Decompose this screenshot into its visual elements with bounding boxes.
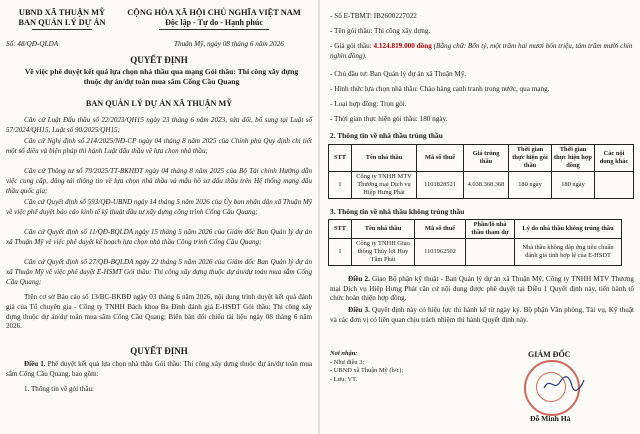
article-1-sub: 1. Thông tin về gói thầu:	[24, 385, 95, 393]
table-cell	[466, 239, 515, 266]
price-value: 4.124.819.000 đồng	[373, 42, 432, 50]
investor: - Chủ đầu tư: Ban Quản lý dự án xã Thuận Mỹ.	[330, 70, 467, 78]
package-duration: - Thời gian thực hiện gói thầu: 180 ngày.	[330, 115, 448, 123]
table-cell	[595, 172, 634, 199]
article-1: Điều 1. Phê duyệt kết quả lựa chọn nhà thầu Gói thầu: Thi công xây dựng thuộc dự án/dự toán mua sắm Cống Cầu Quang, bao gồm:	[6, 360, 313, 378]
table-cell: Công ty TNHH Giao thông Thủy lợi Huy Tâm Phát	[352, 239, 415, 266]
legal-basis-6: Căn cứ Quyết định số 27/QĐ-BQLDA ngày 22 tháng 5 năm 2026 của Giám đốc Ban Quản lý dự án xã Thuận Mỹ về việc phê duyệt E-HSMT Gói thầu: Thi công xây dựng thuộc dự án/dự toán mua sắm Cống Cầu Quang;	[6, 258, 312, 286]
decision-subject: Về việc phê duyệt kết quả lựa chọn nhà thầu qua mạng Gói thầu: Thi công xây dựng thuộc dự án/dự toán mua sắm Cống Cầu Quang	[24, 67, 299, 86]
loser-section-title: 3. Thông tin về nhà thầu không trúng thầu	[330, 207, 465, 216]
header-underline	[159, 29, 269, 30]
table-header-row	[329, 145, 634, 172]
place-date: Thuận Mỹ, ngày 08 tháng 6 năm 2026	[174, 40, 284, 48]
table-cell: 180 ngày	[552, 172, 595, 199]
tbmt-number: - Số E-TBMT: IB2600227022	[330, 12, 417, 20]
table-row	[329, 239, 622, 266]
col-header: Giá trúng thầu	[464, 145, 509, 172]
selection-method: - Hình thức lựa chọn nhà thầu: Chào hàng cạnh tranh trong nước, qua mạng.	[330, 85, 550, 93]
org-line-1: UBND XÃ THUẬN MỸ	[18, 8, 106, 17]
page-right	[320, 0, 640, 434]
col-header: Tên nhà thầu	[352, 145, 417, 172]
decision-title: QUYẾT ĐỊNH	[130, 55, 188, 65]
handwritten-signature	[542, 374, 586, 394]
col-header: Phần/lô nhà thầu tham dự	[466, 220, 515, 239]
legal-basis-3: Căn cứ Thông tư số 79/2025/TT-BKHĐT ngày 04 tháng 8 năm 2025 của Bộ Tài chính Hướng dẫn việc cung cấp, đăng tải thông tin về lựa chọn nhà thầu và mẫu hồ sơ đấu thầu trên Hệ thống mạng đấu thầu quốc gia;	[6, 167, 312, 195]
recipient-item: - UBND xã Thuận Mỹ (b/c);	[330, 367, 404, 375]
recipient-item: - Như điều 3;	[330, 358, 365, 366]
col-header: Mã số thuế	[417, 145, 464, 172]
package-price: - Giá gói thầu: 4.124.819.000 đồng (Bằng chữ: Bốn tỷ, một trăm hai mươi bốn triệu, tám trăm mười chín nghìn đồng).	[330, 42, 633, 60]
table-cell: 180 ngày	[509, 172, 552, 199]
page-left	[0, 0, 318, 434]
recipients-label: Nơi nhận:	[330, 350, 358, 357]
header-underline	[32, 29, 92, 30]
recipient-item: - Lưu: VT.	[330, 375, 358, 383]
col-header: Tên nhà thầu	[352, 220, 415, 239]
decides-title: QUYẾT ĐỊNH	[130, 346, 188, 356]
doc-number: Số: 48/QĐ-QLDA	[6, 40, 59, 48]
preamble: Trên cơ sở Báo cáo số 13/BC-BKBĐ ngày 03 tháng 6 năm 2026, nội dung trình duyệt kết quả đánh giá của Tổ chuyên gia - Công ty TNHH Bách khoa Ba Đình đánh giá E-HSĐT Gói thầu: Thi công xây dựng thuộc dự án/dự toán mua sắm Cống Cầu Quang; Biên bản đối chiếu tài liệu ngày 08 tháng 6 năm 2026.	[6, 293, 312, 331]
loser-table	[328, 219, 622, 266]
table-cell: 1	[329, 172, 352, 199]
table-cell: 1	[329, 239, 352, 266]
recipients-block	[330, 350, 403, 384]
legal-basis-5: Căn cứ Quyết định số 11/QĐ-BQLDA ngày 15 tháng 5 năm 2026 của Giám đốc Ban Quản lý dự án xã Thuận Mỹ về việc phê duyệt kế hoạch lựa chọn nhà thầu Công trình Cống Cầu Quang;	[6, 228, 312, 246]
nation-line-1: CỘNG HÒA XÃ HỘI CHỦ NGHĨA VIỆT NAM	[127, 8, 301, 17]
col-header: Thời gian thực hiện gói thầu	[509, 145, 552, 172]
table-cell: 4.038.368.368	[464, 172, 509, 199]
table-cell: 1101828521	[417, 172, 464, 199]
table-cell: 1101962502	[415, 239, 466, 266]
winner-section-title: 2. Thông tin về nhà thầu trúng thầu	[330, 131, 443, 140]
package-name: - Tên gói thầu: Thi công xây dựng.	[330, 27, 431, 35]
nation-header	[110, 8, 318, 30]
table-cell: Công ty TNHH MTV Thương mại Dịch vụ Hiệp Hưng Phát	[352, 172, 417, 199]
col-header: STT	[329, 220, 352, 239]
legal-basis-4: Căn cứ Quyết định số 593/QĐ-UBND ngày 14 tháng 5 năm 2026 của Ủy ban nhân dân xã Thuận Mỹ về việc phê duyệt báo cáo kinh tế kỹ thuật đầu tư xây dựng công trình Cống Cầu Quang;	[6, 198, 312, 216]
col-header: STT	[329, 145, 352, 172]
article-2: Điều 2. Giao Bộ phận kỹ thuật - Ban Quản lý dự án xã Thuận Mỹ, Công ty TNHH MTV Thương mại Dịch vụ Hiệp Hưng Phát căn cứ nội dung được phê duyệt tại Điều 1 Quyết định này, tiến hành tổ chức hoàn thiện hợp đồng.	[330, 275, 635, 303]
legal-basis-2: Căn cứ Nghị định số 214/2025/NĐ-CP ngày 04 tháng 8 năm 2025 của Chính phủ Quy định chi tiết một số điều và biện pháp thi hành Luật đấu thầu về lựa chọn nhà thầu;	[6, 137, 312, 155]
table-row	[329, 172, 634, 199]
org-line-2: BAN QUẢN LÝ DỰ ÁN	[18, 18, 106, 27]
signer-position: GIÁM ĐỐC	[528, 350, 571, 359]
contract-type: - Loại hợp đồng: Trọn gói.	[330, 100, 407, 108]
nation-line-2: Độc lập - Tự do - Hạnh phúc	[165, 18, 263, 27]
table-header-row	[329, 220, 622, 239]
col-header: Mã số thuế	[415, 220, 466, 239]
table-cell: Nhà thầu không đáp ứng tiêu chuẩn đánh giá tính hợp lệ của E-HSDT	[515, 239, 622, 266]
winner-table	[328, 144, 634, 199]
org-header	[6, 8, 118, 30]
article-3: Điều 3. Quyết định này có hiệu lực thi hành kể từ ngày ký. Bộ phận Văn phòng, Tài vụ, Kỹ thuật và các đơn vị có liên quan chịu trách nhiệm thi hành Quyết định này.	[330, 306, 635, 324]
signer-name: Đỗ Minh Hà	[530, 414, 571, 423]
legal-basis-1: Căn cứ Luật Đấu thầu số 22/2023/QH15 ngày 23 tháng 6 năm 2023, sửa đổi, bổ sung tại Luật số 57/2024/QH15, Luật số 90/2025/QH15;	[6, 116, 312, 134]
col-header: Các nội dung khác	[595, 145, 634, 172]
col-header: Lý do nhà thầu không trúng thầu	[515, 220, 622, 239]
col-header: Thời gian thực hiện hợp đồng	[552, 145, 595, 172]
issuer-title: BAN QUẢN LÝ DỰ ÁN XÃ THUẬN MỸ	[85, 99, 233, 108]
